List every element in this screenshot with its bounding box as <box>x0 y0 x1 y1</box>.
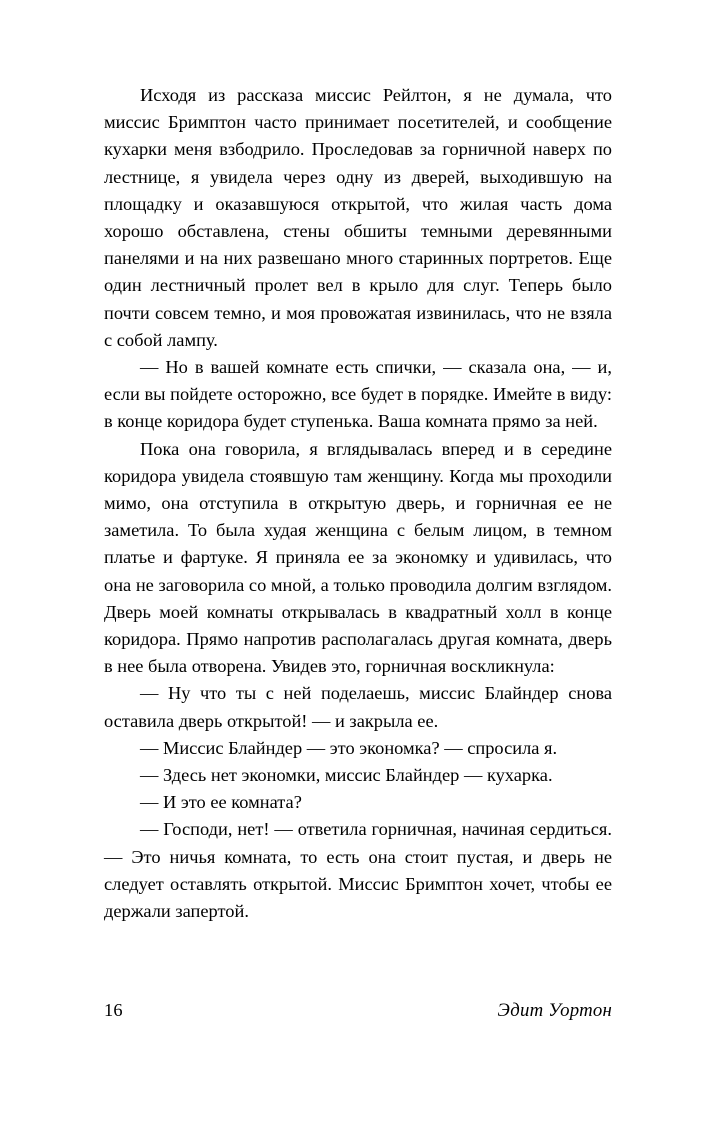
running-author-name: Эдит Уортон <box>497 1000 612 1021</box>
page-text-body <box>104 82 612 925</box>
page-number: 16 <box>104 1000 123 1020</box>
paragraph: — Миссис Блайндер — это экономка? — спросила я. <box>140 737 558 758</box>
paragraph: — Но в вашей комнате есть спички, — сказала она, — и, если вы пойдете осторожно, все будет в порядке. Имейте в виду: в конце коридора будет ступенька. Ваша комната прямо за ней. <box>104 357 612 432</box>
paragraph: — И это ее комната? <box>140 792 302 813</box>
paragraph: Пока она говорила, я вглядывалась вперед и в середине коридора увидела стоявшую там женщину. Когда мы проходили мимо, она отступила в открытую дверь, и горничная ее не заметила. То была худая женщина с белым лицом, в темном платье и фартуке. Я приняла ее за экономку и удивилась, что она не заговорила со мной, а только проводила долгим взглядом. Дверь моей комнаты открывалась в квадратный холл в конце коридора. Прямо напротив располагалась другая комната, дверь в нее была отворена. Увидев это, горничная воскликнула: <box>104 438 612 677</box>
paragraph: — Ну что ты с ней поделаешь, миссис Блайндер снова оставила дверь открытой! — и закрыла ее. <box>104 683 612 731</box>
paragraph: Исходя из рассказа миссис Рейлтон, я не думала, что миссис Бримптон часто принимает посетителей, и сообщение кухарки меня взбодрило. Проследовав за горничной наверх по лестнице, я увидела через одну из дверей, выходившую на площадку и оказавшуюся открытой, что жилая часть дома хорошо обставлена, стены обшиты темными деревянными панелями и на них развешано много старинных портретов. Еще один лестничный пролет вел в крыло для слуг. Теперь было почти совсем темно, и моя провожатая извинилась, что не взяла с собой лампу. <box>104 85 612 350</box>
page-footer <box>104 1000 612 1022</box>
paragraph: — Господи, нет! — ответила горничная, начиная сердиться. — Это ничья комната, то есть она стоит пустая, и дверь не следует оставлять открытой. Миссис Бримптон хочет, чтобы ее держали запертой. <box>104 819 612 922</box>
paragraph: — Здесь нет экономки, миссис Блайндер — кухарка. <box>140 765 553 786</box>
